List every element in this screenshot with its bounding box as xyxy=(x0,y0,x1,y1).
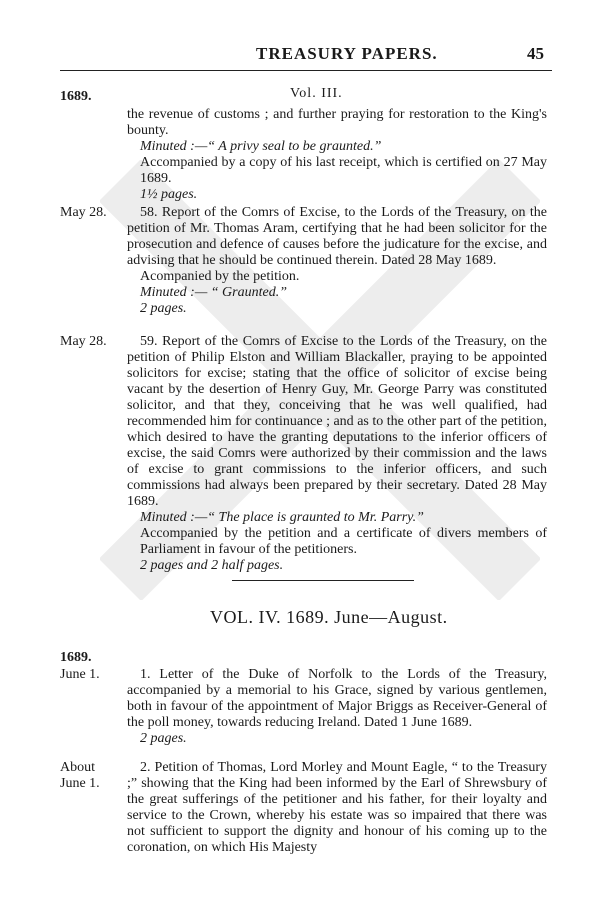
entry1-pages: 2 pages. xyxy=(140,731,187,746)
entry59-text: 59. Report of the Comrs of Excise to the Lords of the Treasury, on the petition of Philip Elston and William Blackaller, praying to be appointed solicitors for excise; stating that the office of solicitor of excise being vacant by the desertion of Henry Guy, Mr. George Parry was constituted solicitor, and that they, conceiving that he was well qualified, had recommended him for continuance ; and as to the other part of the petition, which desired to have the granting deputations to the inferior officers of excise, the said Comrs were authorized by their commission and the laws of excise to grant commissions to the inferior officers, and such commissions had always been prepared by their secretary. Dated 28 May 1689. xyxy=(127,334,547,509)
page-header-title: TREASURY PAPERS. xyxy=(256,44,438,63)
page-number: 45 xyxy=(527,44,544,63)
entry-2 xyxy=(127,760,547,856)
volume-heading: Vol. III. xyxy=(290,86,343,101)
entry-58 xyxy=(127,205,547,317)
entry59-minuted: Minuted :—“ The place is graunted to Mr. Parry.” xyxy=(140,510,424,525)
entry-59 xyxy=(127,334,547,574)
entry2-text: 2. Petition of Thomas, Lord Morley and Mount Eagle, “ to the Treasury ;” showing that the King had been informed by the Earl of Shrewsbury of the great sufferings of the petitioner and his father, for their loyalty and service to the Crown, whereby his estate was so impaired that there was not sufficient to support the dignity and honour of his coming up to the coronation, on which His Majesty xyxy=(127,760,547,855)
entry59-accompanied: Accompanied by the petition and a certificate of divers members of Parliament in favour of the petitioners. xyxy=(140,526,547,557)
volume-iv-heading: VOL. IV. 1689. June—August. xyxy=(210,607,448,627)
entry1-text: 1. Letter of the Duke of Norfolk to the Lords of the Treasury, accompanied by a memorial to his Grace, signed by various gentlemen, both in favour of the appointment of Major Briggs as Receiver-General of the poll money, towards reducing Ireland. Dated 1 June 1689. xyxy=(127,667,547,730)
entry58-minuted: Minuted :— “ Graunted.” xyxy=(140,285,287,300)
continuation-text: the revenue of customs ; and further praying for restoration to the King's bounty. xyxy=(127,107,547,138)
continuation-entry xyxy=(127,107,547,203)
entry1-year: 1689. xyxy=(60,650,92,665)
entry58-accompanied: Acompanied by the petition. xyxy=(140,269,300,284)
entry58-date: May 28. xyxy=(60,205,107,220)
entry59-pages: 2 pages and 2 half pages. xyxy=(140,558,284,573)
section-divider xyxy=(232,580,414,581)
continuation-accompanied: Accompanied by a copy of his last receipt, which is certified on 27 May 1689. xyxy=(140,155,547,186)
entry2-date-line1: About xyxy=(60,760,95,775)
entry2-date-line2: June 1. xyxy=(60,776,100,791)
header-rule xyxy=(60,70,552,71)
margin-year: 1689. xyxy=(60,89,92,104)
entry59-date: May 28. xyxy=(60,334,107,349)
entry58-pages: 2 pages. xyxy=(140,301,187,316)
running-head xyxy=(0,44,606,68)
continuation-pages: 1½ pages. xyxy=(140,187,198,202)
entry-1 xyxy=(127,667,547,747)
entry58-text: 58. Report of the Comrs of Excise, to the Lords of the Treasury, on the petition of Mr. Thomas Aram, certifying that he had been solicitor for the prosecution and defence of causes before the judicature for the excise, and advising that he should be continued therein. Dated 28 May 1689. xyxy=(127,205,547,268)
entry1-date: June 1. xyxy=(60,667,100,682)
continuation-minuted: Minuted :—“ A privy seal to be graunted.” xyxy=(140,139,382,154)
